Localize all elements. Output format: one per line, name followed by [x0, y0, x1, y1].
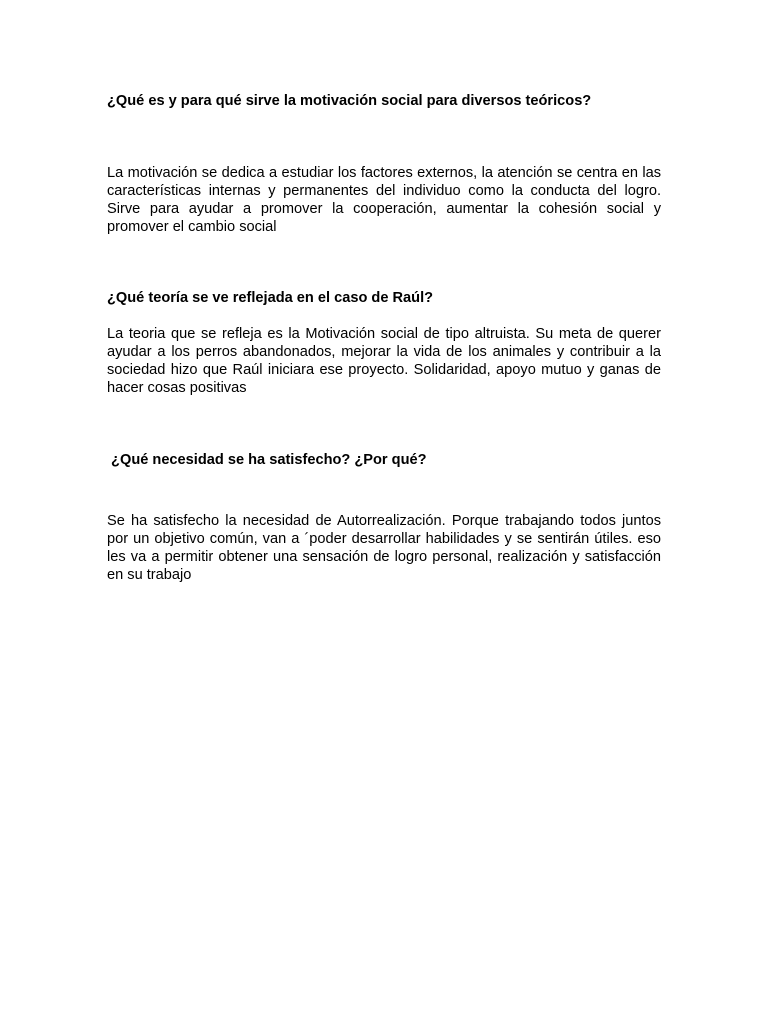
question-heading-3: ¿Qué necesidad se ha satisfecho? ¿Por qué? — [107, 452, 427, 468]
answer-paragraph-2: La teoria que se refleja es la Motivación social de tipo altruista. Su meta de querer ayudar a los perros abandonados, mejorar la vida de los animales y contribuir a la sociedad hizo que Raúl iniciara ese proyecto. Solidaridad, apoyo mutuo y ganas de hacer cosas positivas — [107, 326, 661, 396]
answer-paragraph-1: La motivación se dedica a estudiar los factores externos, la atención se centra en las características internas y permanentes del individuo como la conducta del logro. Sirve para ayudar a promover la cooperación, aumentar la cohesión social y promover el cambio social — [107, 165, 661, 235]
answer-paragraph-3: Se ha satisfecho la necesidad de Autorrealización. Porque trabajando todos juntos por un objetivo común, van a ´poder desarrollar habilidades y se sentirán útiles. eso les va a permitir obtener una sensación de logro personal, realización y satisfacción en su trabajo — [107, 513, 661, 583]
question-heading-1: ¿Qué es y para qué sirve la motivación social para diversos teóricos? — [107, 93, 592, 109]
question-heading-2: ¿Qué teoría se ve reflejada en el caso de Raúl? — [107, 290, 434, 306]
